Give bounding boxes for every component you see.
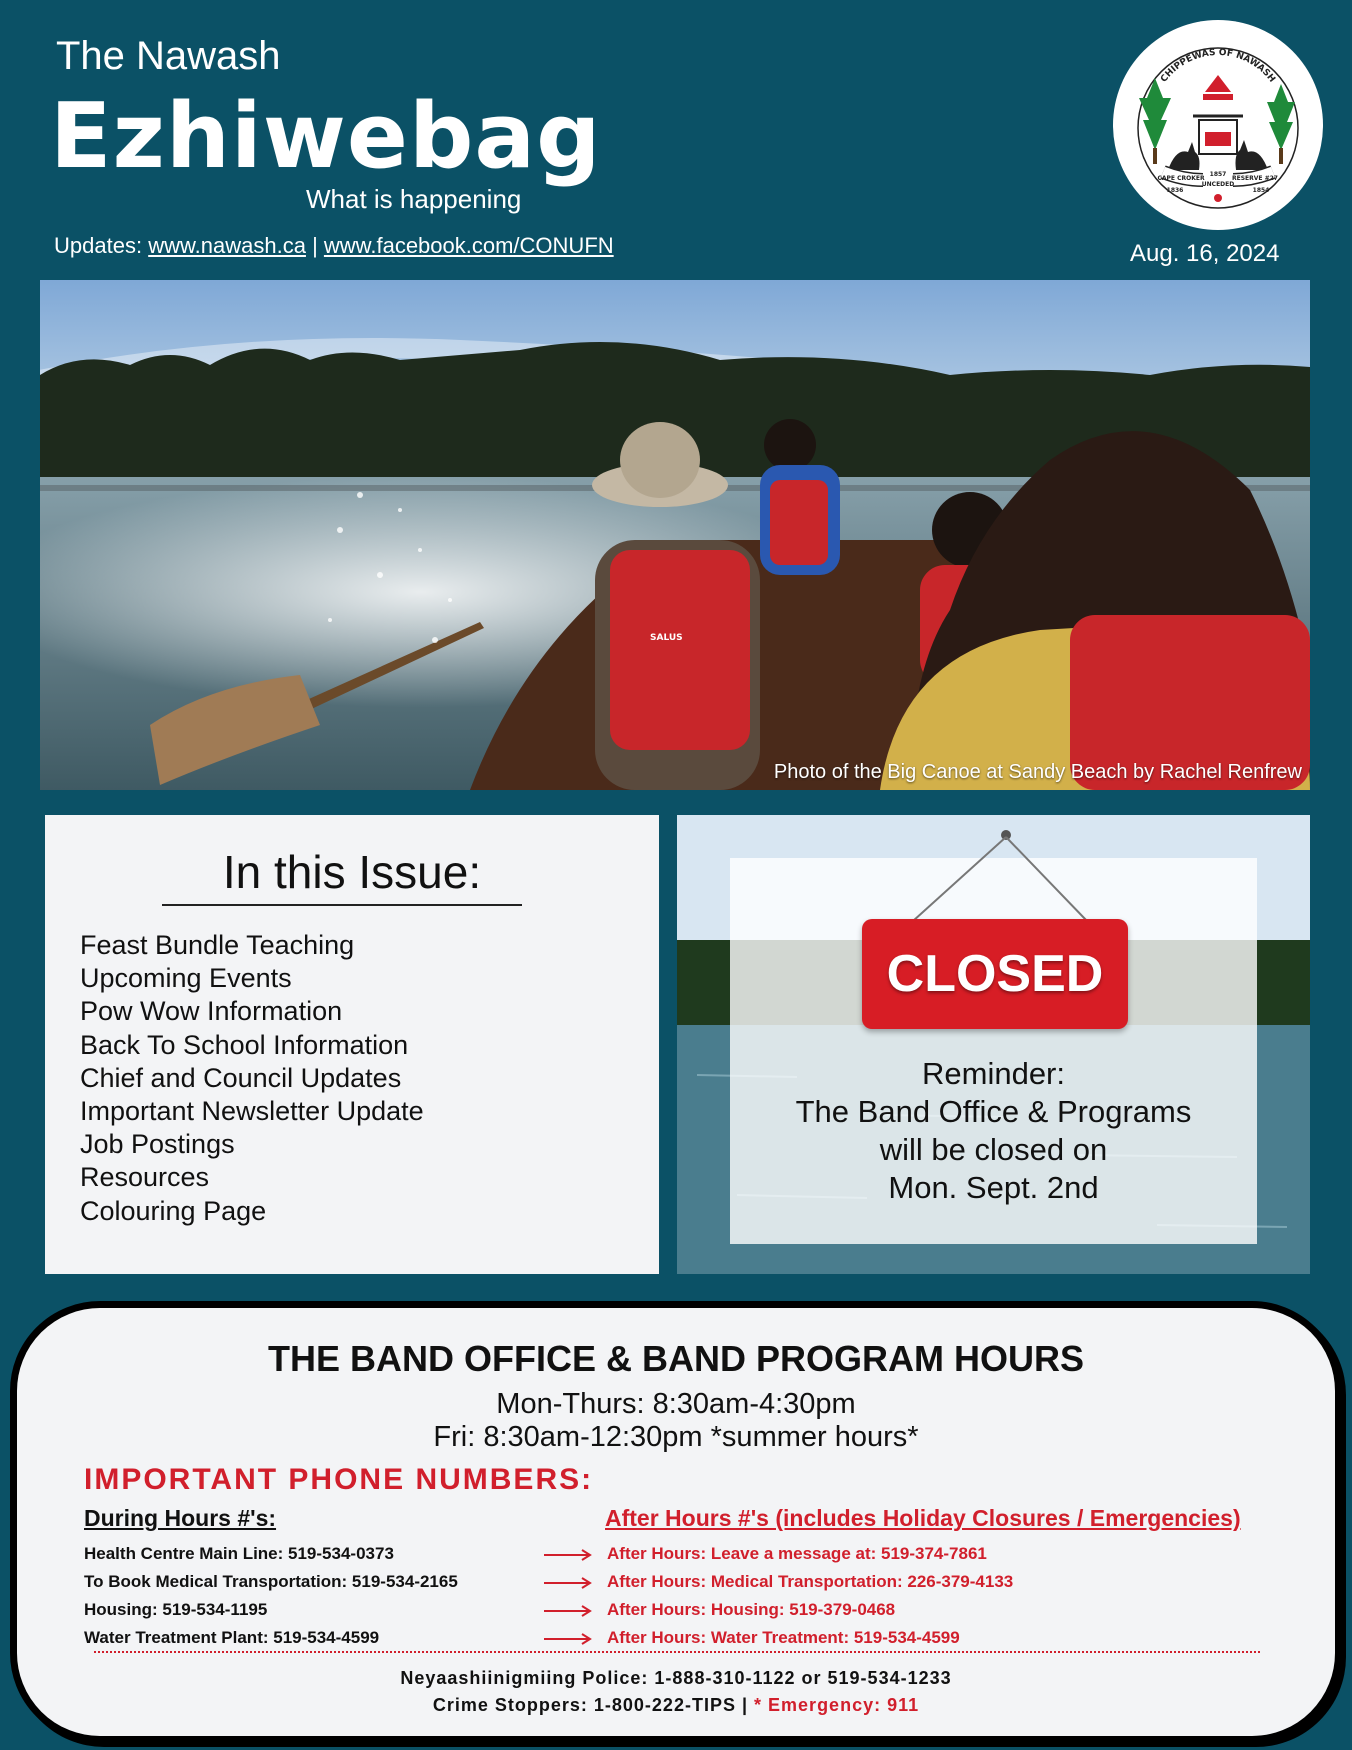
- issue-date: Aug. 16, 2024: [1130, 240, 1280, 267]
- hours-title: THE BAND OFFICE & BAND PROGRAM HOURS: [268, 1338, 1084, 1379]
- updates-line: [54, 233, 614, 259]
- crime-stoppers-number: Crime Stoppers: 1-800-222-TIPS: [432, 1695, 736, 1715]
- closure-note: [730, 1055, 1257, 1207]
- right-arrow-icon: [544, 1577, 592, 1589]
- during-number: Health Centre Main Line: 519-534-0373: [84, 1544, 394, 1563]
- after-hours-number: After Hours: Medical Transportation: 226-379-4133: [607, 1572, 1014, 1591]
- crime-emergency-line: [17, 1695, 1335, 1716]
- after-hours-number: After Hours: Water Treatment: 519-534-4599: [607, 1628, 960, 1647]
- issue-list: [80, 929, 424, 1228]
- updates-label: Updates:: [54, 233, 143, 258]
- emergency-number: * Emergency: 911: [754, 1695, 920, 1715]
- seal-year-left: 1836: [1166, 187, 1184, 194]
- dotted-divider: [94, 1651, 1260, 1653]
- issue-item: Upcoming Events: [80, 963, 292, 994]
- friday-hours: Fri: 8:30am-12:30pm *summer hours*: [433, 1421, 919, 1453]
- heading-underline: [162, 904, 522, 906]
- hero-photo-canoe: [40, 280, 1310, 790]
- issue-item: Resources: [80, 1162, 210, 1193]
- during-hours-heading: During Hours #'s:: [84, 1505, 277, 1531]
- website-link[interactable]: www.nawash.ca: [148, 233, 306, 258]
- seal-right-ribbon: RESERVE #27: [1232, 175, 1278, 182]
- sign-hanger: [677, 815, 1310, 935]
- right-arrow-icon: [544, 1633, 592, 1645]
- newsletter-tagline: What is happening: [306, 184, 522, 214]
- facebook-link[interactable]: www.facebook.com/CONUFN: [323, 233, 614, 258]
- closure-reminder-panel: [677, 815, 1310, 1274]
- seal-center-text: UNCEDED: [1201, 181, 1235, 188]
- phone-numbers-title: IMPORTANT PHONE NUMBERS:: [84, 1463, 594, 1496]
- issue-item: Chief and Council Updates: [80, 1062, 402, 1093]
- during-number: To Book Medical Transportation: 519-534-2165: [84, 1572, 458, 1591]
- closure-line: Reminder:: [922, 1056, 1065, 1091]
- link-separator: |: [312, 233, 318, 258]
- seal-left-ribbon: CAPE CROKER: [1157, 175, 1205, 182]
- after-hours-number: After Hours: Housing: 519-379-0468: [607, 1600, 896, 1619]
- after-hours-number: After Hours: Leave a message at: 519-374-7861: [607, 1544, 987, 1563]
- in-this-issue-panel: [45, 815, 659, 1274]
- seal-year-right: 1854: [1252, 187, 1270, 194]
- seal-top-text: CHIPPEWAS OF NAWASH: [1159, 47, 1277, 85]
- issue-item: Colouring Page: [80, 1195, 267, 1226]
- vest-brand: SALUS: [650, 633, 683, 643]
- closure-line: Mon. Sept. 2nd: [888, 1170, 1099, 1205]
- newsletter-title: Ezhiwebag: [50, 84, 602, 189]
- newsletter-pretitle: The Nawash: [56, 34, 281, 78]
- during-number: Housing: 519-534-1195: [84, 1600, 268, 1619]
- issue-heading: In this Issue:: [222, 846, 482, 898]
- weekday-hours: Mon-Thurs: 8:30am-4:30pm: [496, 1388, 856, 1420]
- issue-item: Pow Wow Information: [80, 996, 343, 1027]
- issue-item: Feast Bundle Teaching: [80, 930, 355, 960]
- during-number: Water Treatment Plant: 519-534-4599: [84, 1628, 380, 1647]
- issue-item: Back To School Information: [80, 1029, 409, 1060]
- closed-sign: CLOSED: [862, 919, 1128, 1029]
- seal-year-center: 1857: [1209, 171, 1227, 178]
- right-arrow-icon: [544, 1549, 592, 1561]
- footer-separator: |: [741, 1695, 749, 1715]
- after-hours-heading: After Hours #'s (includes Holiday Closures / Emergencies): [605, 1505, 1241, 1531]
- office-hours-panel: [10, 1301, 1342, 1743]
- issue-item: Important Newsletter Update: [80, 1096, 424, 1127]
- closure-line: will be closed on: [879, 1132, 1108, 1167]
- closure-line: The Band Office & Programs: [795, 1094, 1192, 1129]
- right-arrow-icon: [544, 1605, 592, 1617]
- nawash-seal-logo: [1113, 20, 1323, 230]
- photo-caption: Photo of the Big Canoe at Sandy Beach by Rachel Renfrew: [773, 761, 1302, 783]
- police-number: Neyaashiinigmiing Police: 1-888-310-1122 or 519-534-1233: [400, 1668, 952, 1688]
- issue-item: Job Postings: [80, 1129, 235, 1160]
